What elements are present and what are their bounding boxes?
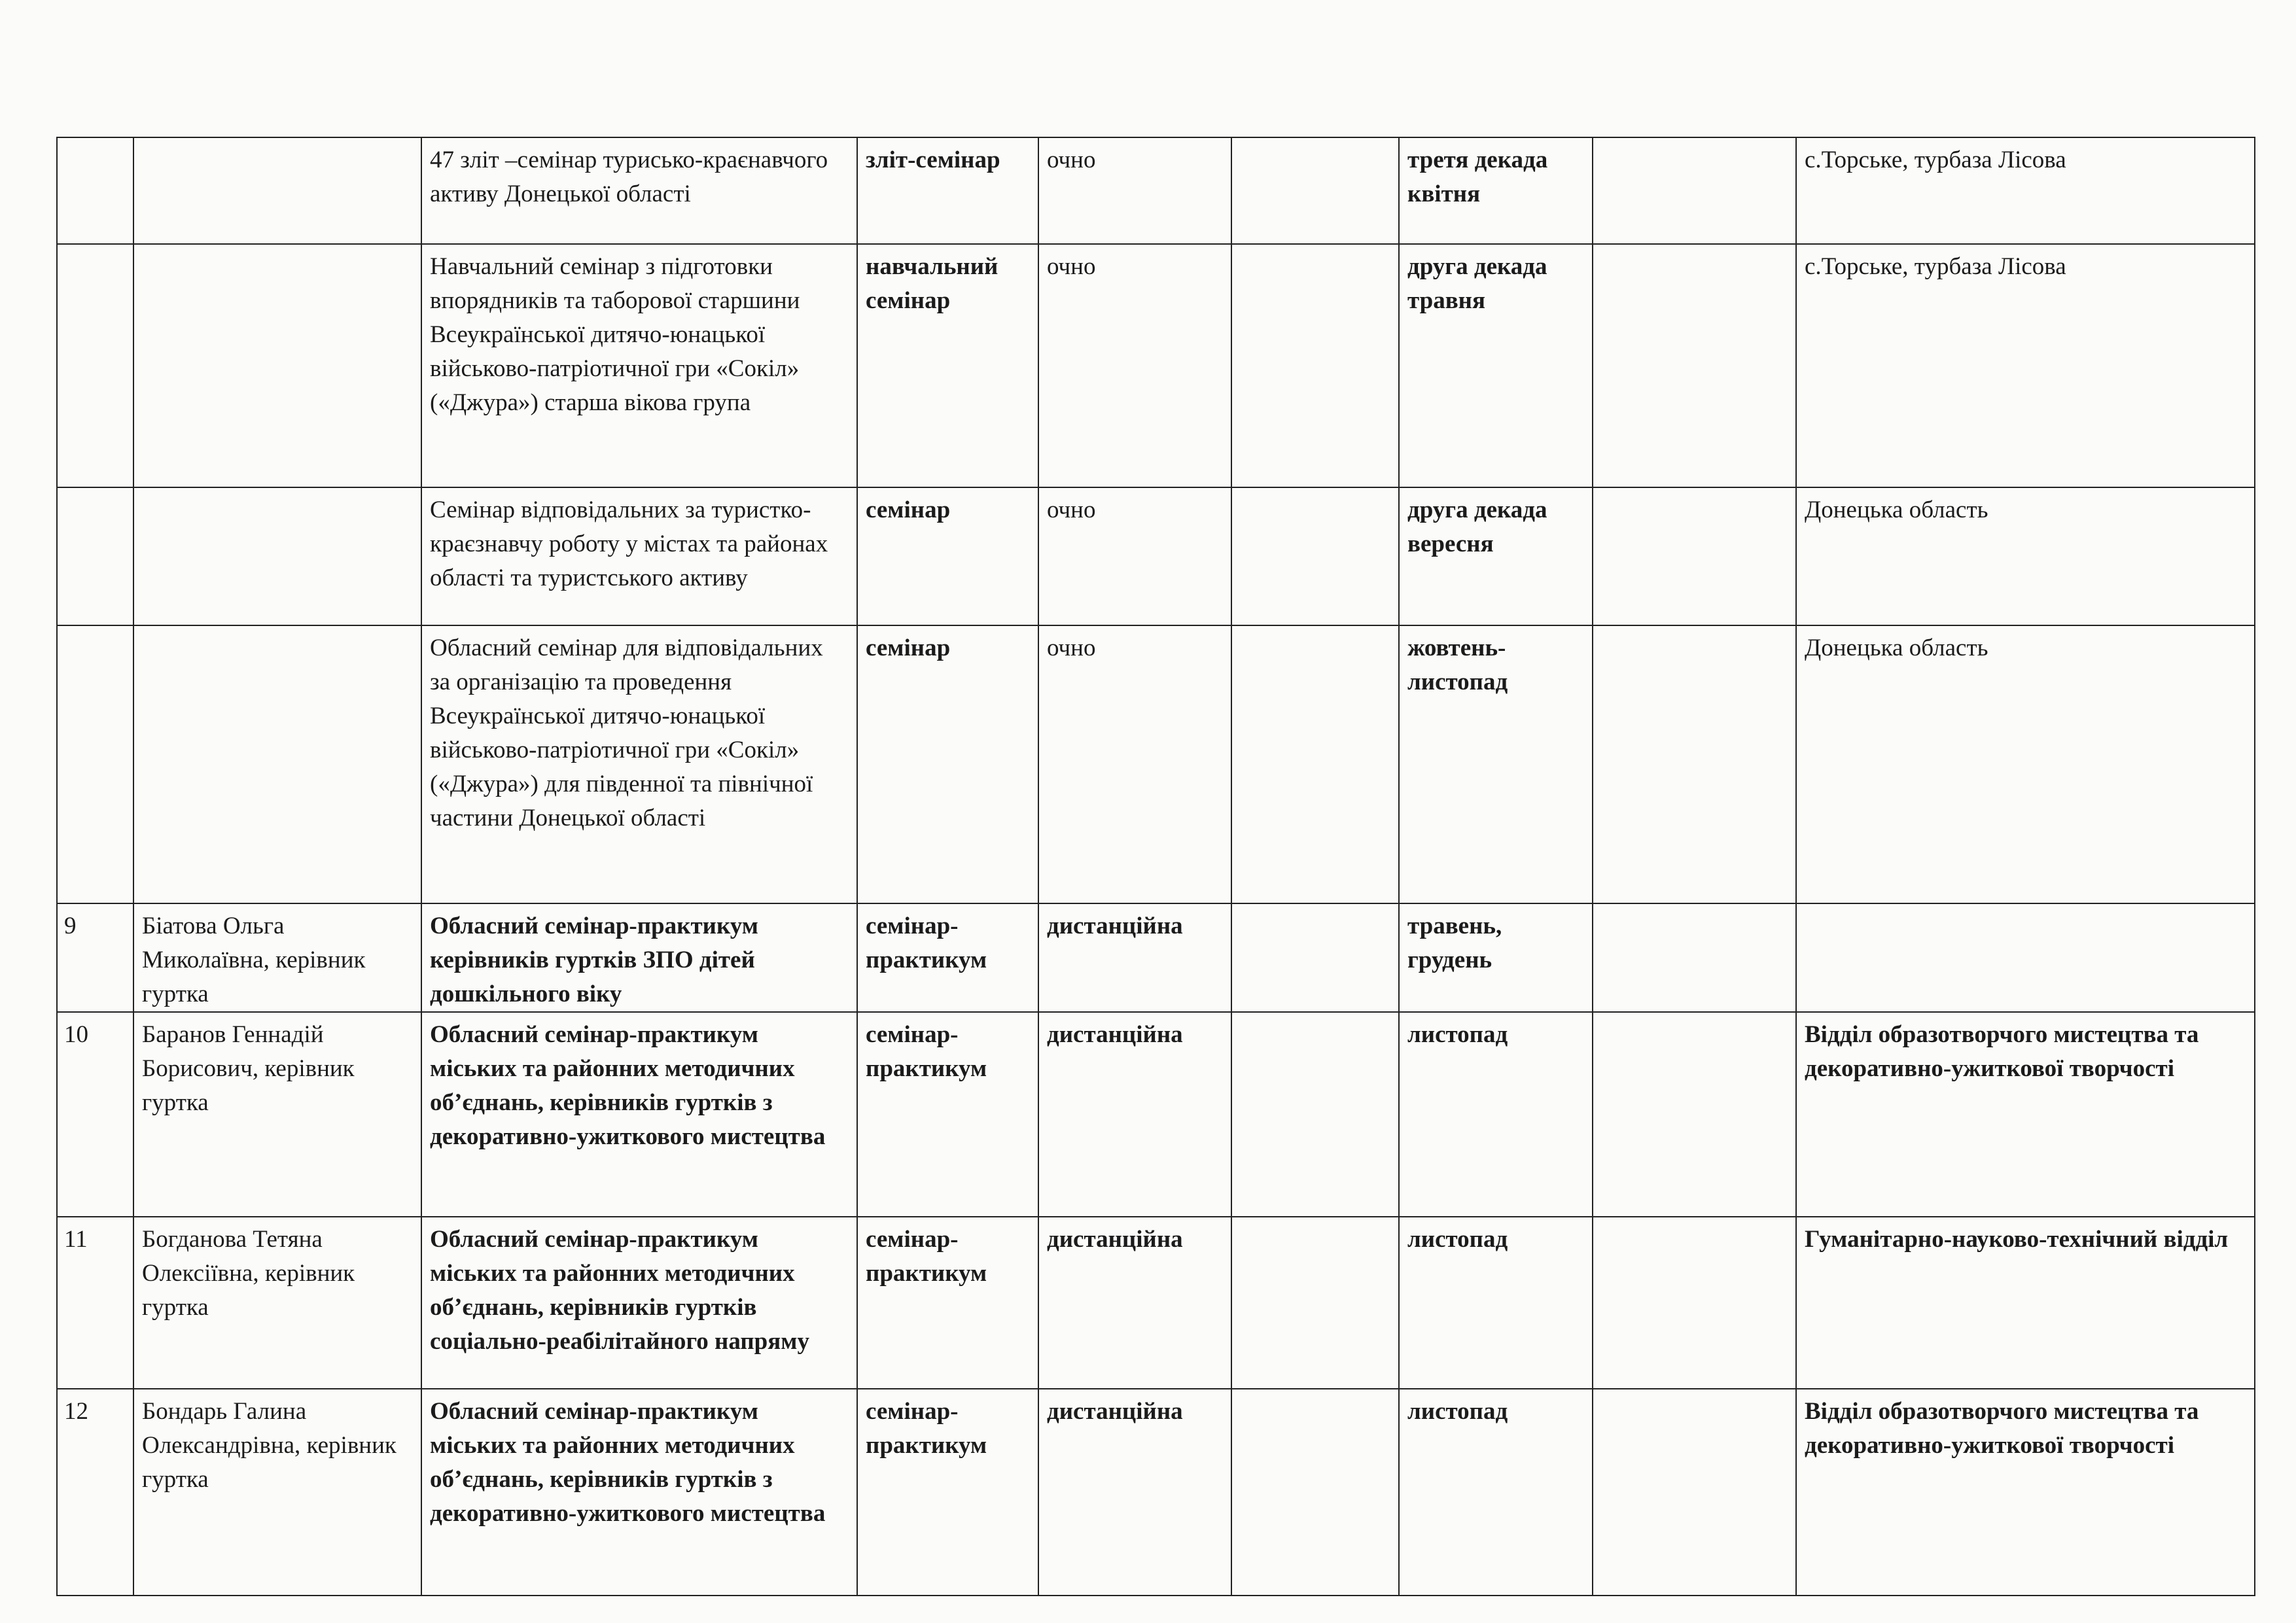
row-number: 9 [57, 903, 133, 1012]
event-location: Донецька область [1796, 625, 2255, 903]
table-row [57, 487, 2255, 625]
table-row [57, 137, 2255, 244]
table-row [57, 1012, 2255, 1217]
table-row [57, 244, 2255, 487]
event-mode: очно [1038, 625, 1231, 903]
table-row [57, 1389, 2255, 1596]
event-form: семінар-практикум [857, 1389, 1038, 1596]
person-cell: Біатова Ольга Миколаївна, керівник гуртка [133, 903, 421, 1012]
person-cell: Баранов Геннадій Борисович, керівник гуртка [133, 1012, 421, 1217]
event-term: друга декада вересня [1399, 487, 1593, 625]
event-mode: дистанційна [1038, 1012, 1231, 1217]
table-row [57, 1217, 2255, 1389]
event-mode: дистанційна [1038, 1389, 1231, 1596]
empty-cell [1231, 1217, 1399, 1389]
event-term: травень, грудень [1399, 903, 1593, 1012]
event-form: зліт-семінар [857, 137, 1038, 244]
event-location: с.Торське, турбаза Лісова [1796, 137, 2255, 244]
person-cell [133, 244, 421, 487]
table-row [57, 903, 2255, 1012]
row-number: 11 [57, 1217, 133, 1389]
person-cell: Бондарь Галина Олександрівна, керівник гуртка [133, 1389, 421, 1596]
event-title: Обласний семінар для відповідальних за організацію та проведення Всеукраїнської дитячо-юнацької військово-патріотичної гри «Сокіл» («Джура») для південної та північної частини Донецької області [421, 625, 857, 903]
event-form: семінар-практикум [857, 1012, 1038, 1217]
event-form: семінар [857, 487, 1038, 625]
event-form: семінар-практикум [857, 1217, 1038, 1389]
event-location: Відділ образотворчого мистецтва та декоративно-ужиткової творчості [1796, 1012, 2255, 1217]
event-term: листопад [1399, 1012, 1593, 1217]
row-number [57, 244, 133, 487]
event-form: семінар-практикум [857, 903, 1038, 1012]
empty-cell [1231, 137, 1399, 244]
event-title: Обласний семінар-практикум міських та районних методичних об’єднань, керівників гуртків з декоративно-ужиткового мистецтва [421, 1012, 857, 1217]
event-form: навчальний семінар [857, 244, 1038, 487]
event-term: друга декада травня [1399, 244, 1593, 487]
event-term: листопад [1399, 1217, 1593, 1389]
person-cell [133, 625, 421, 903]
event-term: жовтень-листопад [1399, 625, 1593, 903]
empty-cell [1593, 1217, 1796, 1389]
event-title: Навчальний семінар з підготовки впорядників та таборової старшини Всеукраїнської дитячо-юнацької військово-патріотичної гри «Сокіл» («Джура») старша вікова група [421, 244, 857, 487]
empty-cell [1231, 1012, 1399, 1217]
empty-cell [1593, 244, 1796, 487]
event-title: Обласний семінар-практикум міських та районних методичних об’єднань, керівників гуртків соціально-реабілітайного напряму [421, 1217, 857, 1389]
events-table [56, 137, 2255, 1596]
event-title: 47 зліт –семінар турисько-краєнавчого активу Донецької області [421, 137, 857, 244]
row-number: 10 [57, 1012, 133, 1217]
event-mode: дистанційна [1038, 1217, 1231, 1389]
row-number: 12 [57, 1389, 133, 1596]
person-cell: Богданова Тетяна Олексіївна, керівник гуртка [133, 1217, 421, 1389]
person-cell [133, 137, 421, 244]
event-mode: очно [1038, 244, 1231, 487]
event-mode: дистанційна [1038, 903, 1231, 1012]
event-title: Обласний семінар-практикум керівників гуртків ЗПО дітей дошкільного віку [421, 903, 857, 1012]
event-mode: очно [1038, 487, 1231, 625]
row-number [57, 137, 133, 244]
table-row [57, 625, 2255, 903]
row-number [57, 625, 133, 903]
empty-cell [1593, 903, 1796, 1012]
empty-cell [1231, 625, 1399, 903]
event-form: семінар [857, 625, 1038, 903]
event-mode: очно [1038, 137, 1231, 244]
empty-cell [1593, 487, 1796, 625]
empty-cell [1593, 625, 1796, 903]
empty-cell [1231, 244, 1399, 487]
event-term: листопад [1399, 1389, 1593, 1596]
event-term: третя декада квітня [1399, 137, 1593, 244]
event-location [1796, 903, 2255, 1012]
empty-cell [1231, 1389, 1399, 1596]
event-location: Гуманітарно-науково-технічний відділ [1796, 1217, 2255, 1389]
event-location: Донецька область [1796, 487, 2255, 625]
event-location: с.Торське, турбаза Лісова [1796, 244, 2255, 487]
event-title: Обласний семінар-практикум міських та районних методичних об’єднань, керівників гуртків з декоративно-ужиткового мистецтва [421, 1389, 857, 1596]
event-title: Семінар відповідальних за туристко-краєзнавчу роботу у містах та районах області та туристського активу [421, 487, 857, 625]
empty-cell [1231, 903, 1399, 1012]
empty-cell [1593, 1389, 1796, 1596]
event-location: Відділ образотворчого мистецтва та декоративно-ужиткової творчості [1796, 1389, 2255, 1596]
row-number [57, 487, 133, 625]
empty-cell [1593, 137, 1796, 244]
person-cell [133, 487, 421, 625]
empty-cell [1231, 487, 1399, 625]
empty-cell [1593, 1012, 1796, 1217]
